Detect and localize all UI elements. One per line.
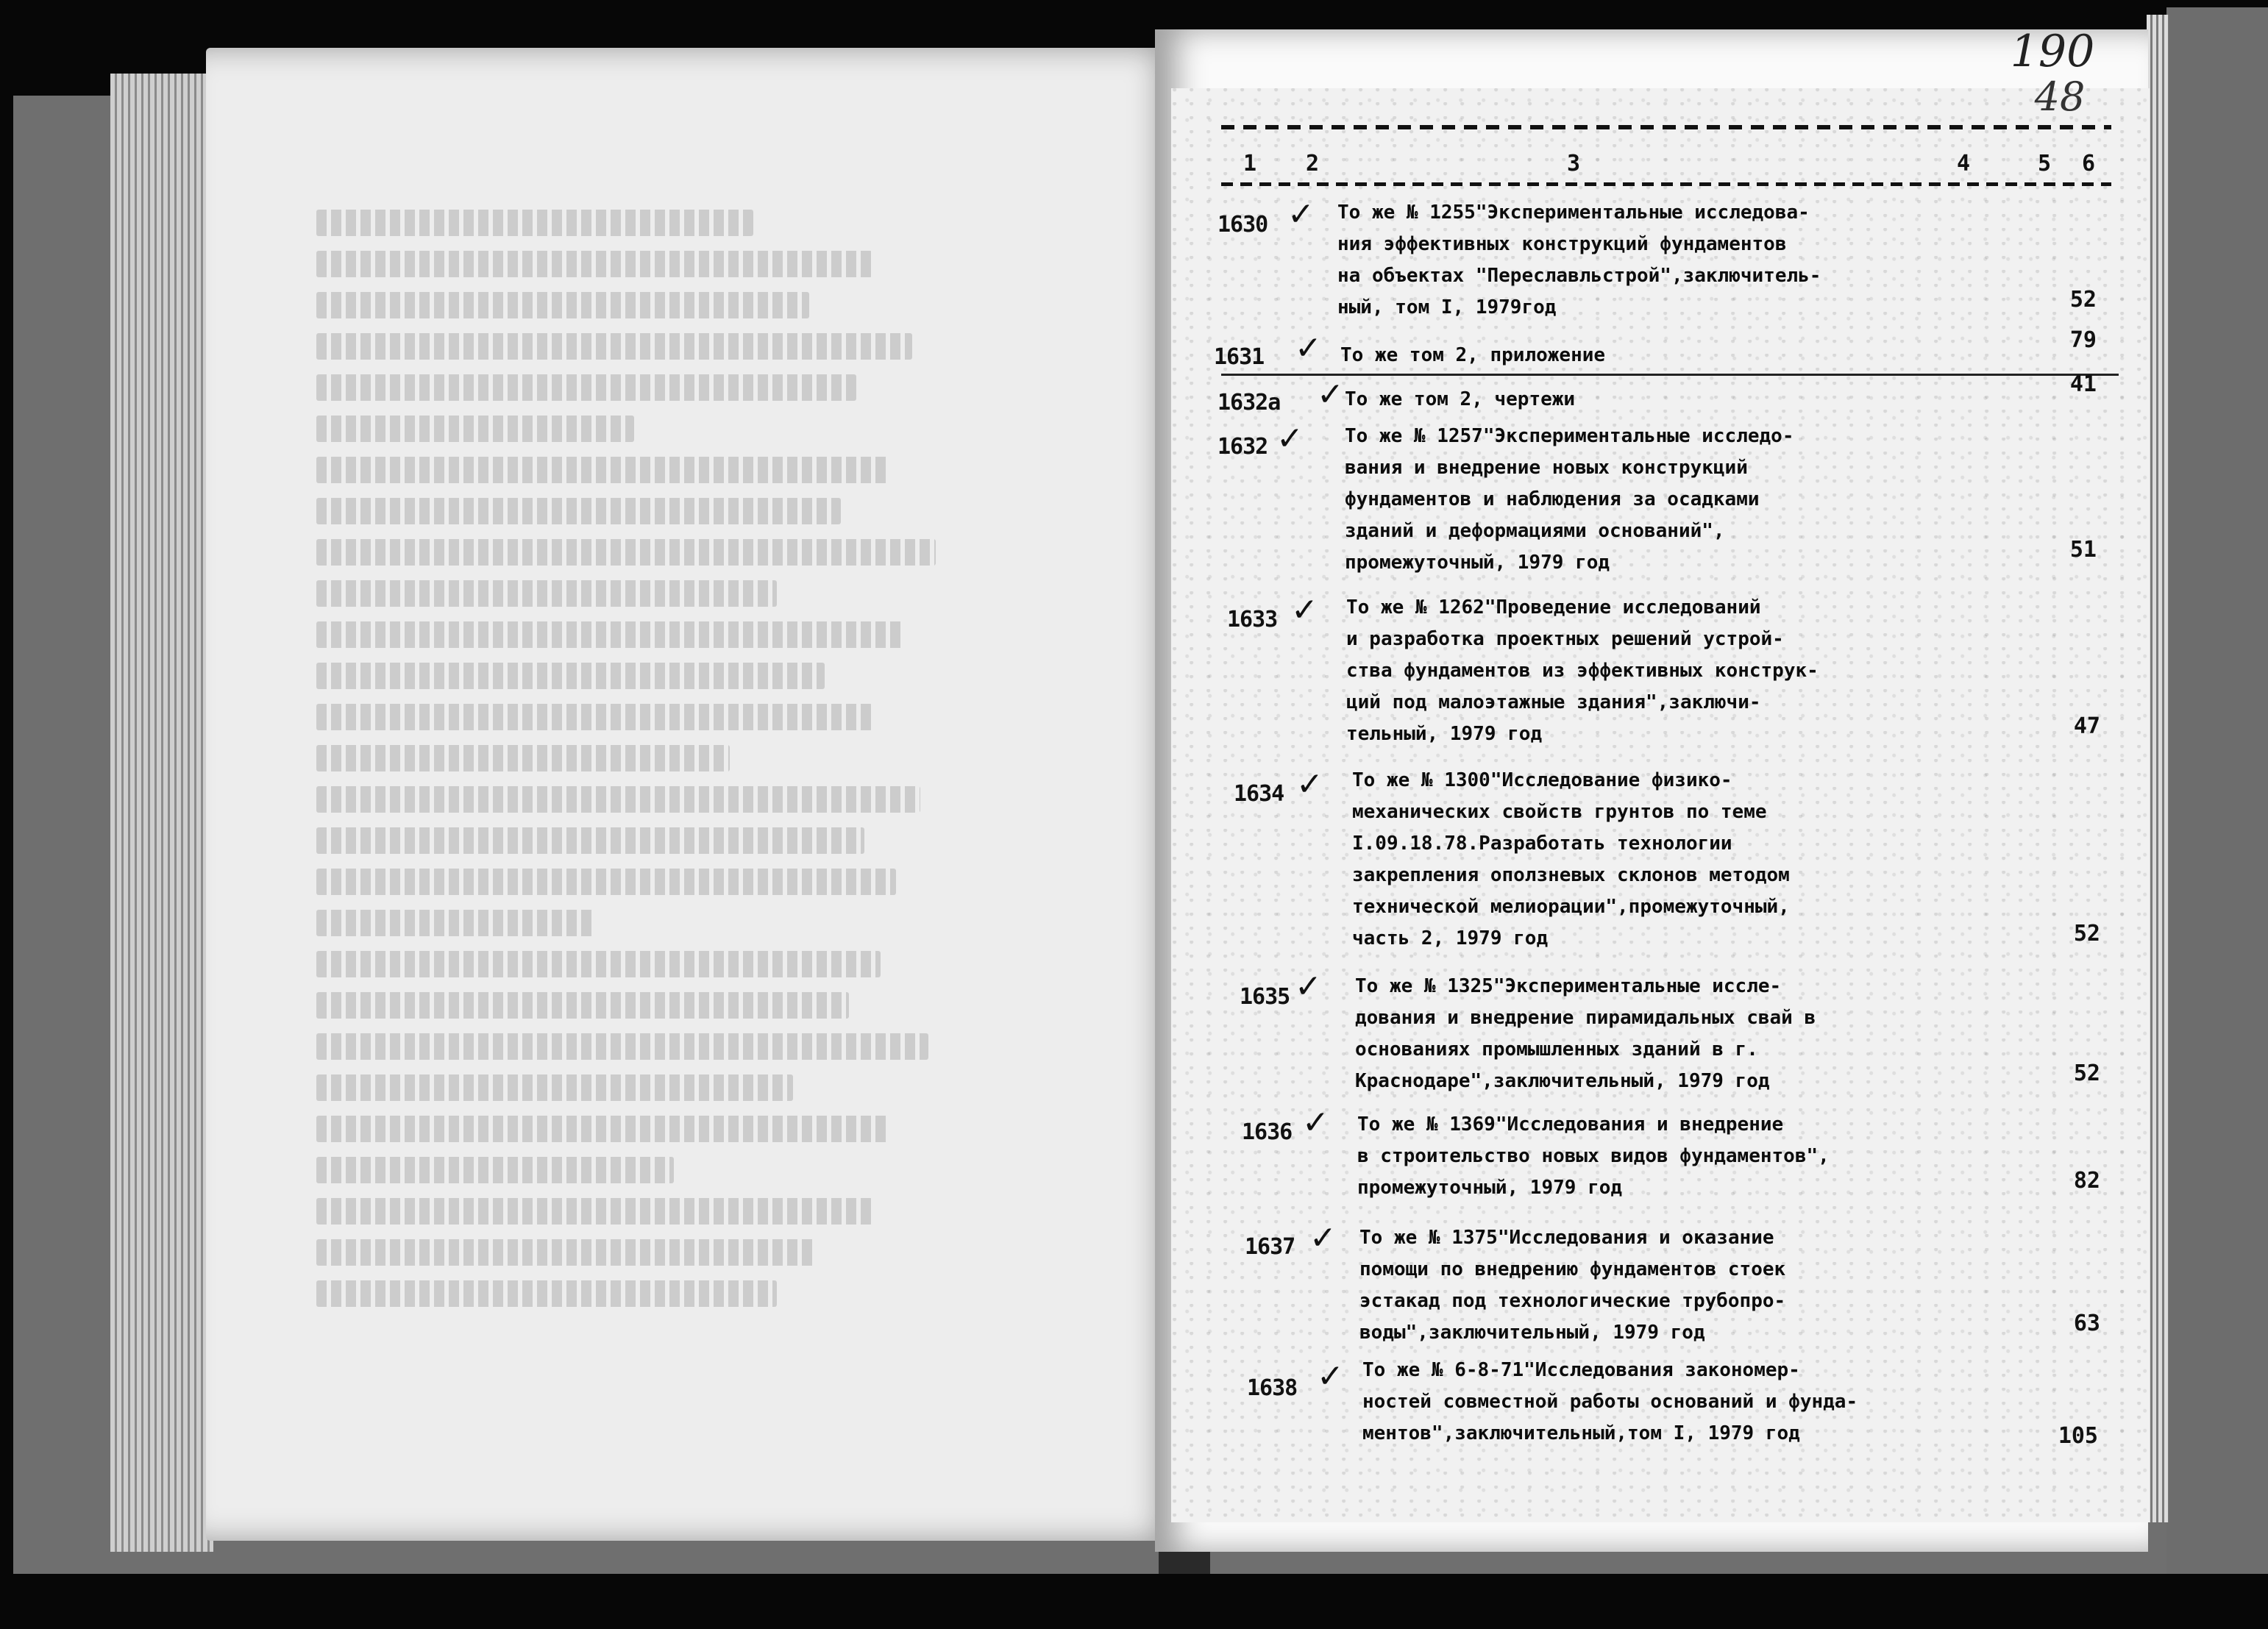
entry-text: То же том 2, чертежи [1345,388,1576,410]
check-mark-icon: ✓ [1309,1219,1337,1257]
entry-pages: 52 [2073,1061,2100,1086]
check-mark-icon: ✓ [1291,591,1318,629]
folio-old-number: 48 [2034,74,2086,120]
column-4-header: 4 [1957,151,1971,177]
entry-number: 1633 [1227,607,1278,632]
entry-pages: 47 [2073,713,2100,739]
left-page-stack [110,74,213,1552]
check-mark-icon: ✓ [1276,420,1304,457]
entry-number: 1638 [1247,1375,1298,1401]
check-mark-icon: ✓ [1317,376,1344,413]
entry-pages: 51 [2069,537,2097,563]
right-page-stack [2147,15,2169,1522]
entry-text: То же № 1262"Проведение исследований и разработка проектных решений устрой- ства фундаментов из эффективных конструк- ций под малоэтажные здания",заключи- тельный, 1979 год [1346,596,1819,745]
check-mark-icon: ✓ [1317,1358,1344,1395]
check-mark-icon: ✓ [1287,196,1315,233]
entry-text: То же № 1255"Экспериментальные исследова- ния эффективных конструкций фундаментов на объектах "Переславльстрой",заключитель- ный, том I, 1979год [1337,202,1821,318]
entry-text: То же том 2, приложение [1340,344,1606,366]
entry-number: 1632 [1217,434,1268,460]
book-cover-front [2166,7,2268,1574]
entry-text: То же № 1300"Исследование физико- механических свойств грунтов по теме I.09.18.78.Разработать технологии закрепления оползневых склонов методом технической мелиорации",промежуточный, часть 2, 1979 год [1352,769,1790,949]
entry-text: То же № 1325"Экспериментальные иссле- дования и внедрение пирамидальных свай в основаниях промышленных зданий в г. Краснодаре",заключительный, 1979 год [1355,975,1816,1092]
horizontal-rule [1221,374,2119,376]
check-mark-icon: ✓ [1302,1104,1329,1141]
entry-number: 1637 [1245,1234,1295,1260]
header-underline [1221,182,2111,186]
entry-text: То же № 6-8-71"Исследования закономер- ностей совместной работы оснований и фунда- ментов",заключительный,том I, 1979 год [1362,1359,1858,1444]
column-5-header: 5 [2038,151,2052,177]
check-mark-icon: ✓ [1295,968,1322,1005]
entry-text: То же № 1375"Исследования и оказание помощи по внедрению фундаментов стоек эстакад под технологические трубопро- воды",заключительный, 1979 год [1359,1227,1786,1344]
entry-number: 1632а [1217,390,1281,416]
column-6-header: 6 [2082,151,2096,177]
folio-number: 190 [2010,26,2095,77]
entry-pages: 63 [2073,1311,2100,1336]
column-3-header: 3 [1567,151,1581,177]
column-1-header: 1 [1243,151,1257,177]
check-mark-icon: ✓ [1296,766,1323,803]
entry-number: 1634 [1234,781,1284,807]
header-dash-row [1221,125,2111,129]
left-page-blank [206,48,1181,1541]
entry-pages: 52 [2073,921,2100,947]
entry-number: 1631 [1214,344,1265,370]
column-2-header: 2 [1306,151,1320,177]
entry-text: То же № 1257"Экспериментальные исследо- вания и внедрение новых конструкций фундаментов и наблюдения за осадками зданий и деформациями оснований", промежуточный, 1979 год [1345,425,1794,574]
entry-number: 1636 [1242,1119,1293,1145]
entry-pages: 105 [2058,1423,2098,1449]
entry-pages: 82 [2073,1168,2100,1194]
entry-number: 1630 [1217,212,1268,238]
check-mark-icon: ✓ [1295,329,1322,367]
entry-pages: 52 [2069,287,2097,313]
entry-pages: 41 [2069,371,2097,397]
entry-number: 1635 [1240,984,1290,1010]
bleed-through-text [316,210,1111,1322]
entry-text: То же № 1369"Исследования и внедрение в строительство новых видов фундаментов", промежуточный, 1979 год [1357,1113,1830,1199]
entry-pages: 79 [2069,327,2097,353]
